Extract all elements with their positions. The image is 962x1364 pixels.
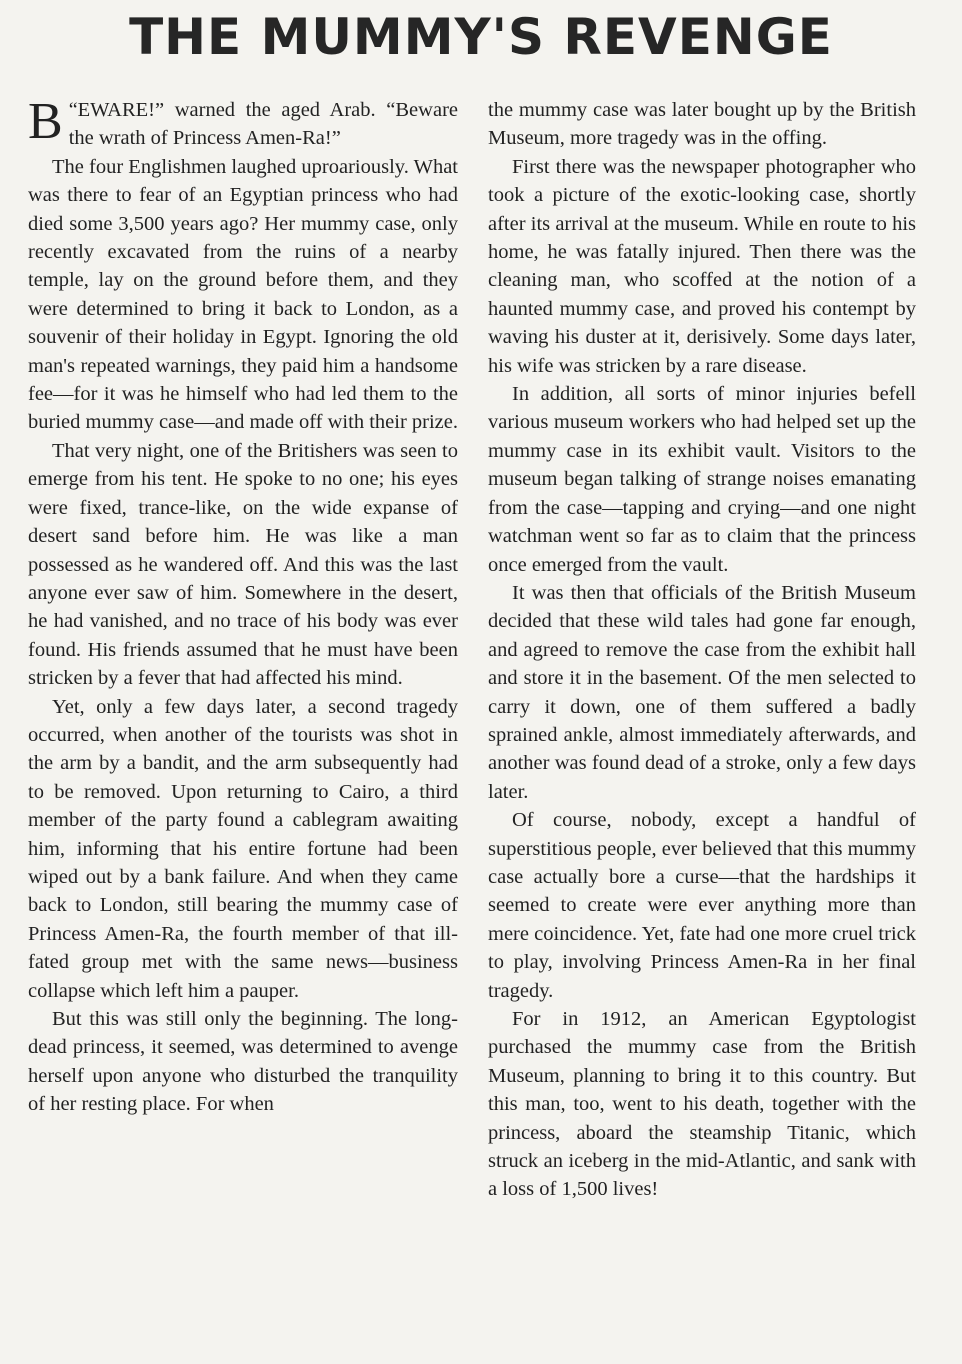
right-column xyxy=(488,96,916,1204)
paragraph: It was then that officials of the British Museum decided that these wild tales had gone far enough, and agreed to remove the case from the exhibit hall and store it in the basement. Of the men selected to carry it down, one of them suffered a badly sprained ankle, almost immediately afterwards, and another was found dead of a stroke, only a few days later. xyxy=(488,581,916,803)
paragraph: In addition, all sorts of minor injuries befell various museum workers who had helped set up the mummy case in its exhibit vault. Visitors to the museum began talking of strange noises emanating from the case—tapping and crying—and one night watchman went so far as to claim that the princess once emerged from the vault. xyxy=(488,383,916,576)
article-title: THE MUMMY'S REVENGE xyxy=(129,8,833,66)
paragraph: The four Englishmen laughed uproariously. What was there to fear of an Egyptian princess who had died some 3,500 years ago? Her mummy case, only recently excavated from the ruins of a nearby temple, lay on the ground before them, and they were determined to bring it back to London, as a souvenir of their holiday in Egypt. Ignoring the old man's repeated warnings, they paid him a handsome fee—for it was he himself who had led them to the buried mummy case—and made off with their prize. xyxy=(28,155,458,434)
drop-cap: B xyxy=(28,93,63,150)
paragraph: For in 1912, an American Egyptologist purchased the mummy case from the British Museum, planning to bring it to this country. But this man, too, went to his death, together with the princess, aboard the steamship Titanic, which struck an iceberg in the mid-Atlantic, and sank with a loss of 1,500 lives! xyxy=(488,1008,916,1201)
paragraph: Yet, only a few days later, a second tragedy occurred, when another of the tourists was shot in the arm by a bandit, and the arm subsequently had to be removed. Upon returning to Cairo, a third member of the party found a cablegram awaiting him, informing that his entire fortune had been wiped out by a bank failure. And when they came back to London, still bearing the mummy case of Princess Amen-Ra, the fourth member of that ill-fated group met with the same news—business collapse which left him a pauper. xyxy=(28,695,458,1002)
paragraph: That very night, one of the Britishers was seen to emerge from his tent. He spoke to no one; his eyes were fixed, trance-like, on the wide expanse of desert sand before him. He was like a man possessed as he wandered off. And this was the last anyone ever saw of him. Somewhere in the desert, he had vanished, and no trace of his body was ever found. His friends assumed that he must have been stricken by a fever that had affected his mind. xyxy=(28,439,458,690)
paragraph-continued: the mummy case was later bought up by the British Museum, more tragedy was in the offing. xyxy=(488,99,916,150)
paragraph: First there was the newspaper photographer who took a picture of the exotic-looking case, shortly after its arrival at the museum. While en route to his home, he was fatally injured. Then there was the cleaning man, who scoffed at the notion of a haunted mummy case, and proved his contempt by waving his duster at it, derisively. Some days later, his wife was stricken by a rare disease. xyxy=(488,155,916,377)
paragraph: But this was still only the beginning. The long-dead princess, it seemed, was determined to avenge herself upon anyone who disturbed the tranquility of her resting place. For when xyxy=(28,1008,458,1116)
opening-quote-mark: “ xyxy=(68,99,78,121)
paragraph: Of course, nobody, except a handful of superstitious people, ever believed that this mummy case actually bore a curse—that the hardships it seemed to create were ever anything more than mere coincidence. Yet, fate had one more cruel trick to play, involving Princess Amen-Ra in her final tragedy. xyxy=(488,809,916,1002)
opening-text: EWARE!” warned the aged Arab. “Beware the wrath of Princess Amen-Ra!” xyxy=(68,99,458,150)
opening-paragraph xyxy=(28,93,458,153)
left-column xyxy=(28,93,458,1119)
